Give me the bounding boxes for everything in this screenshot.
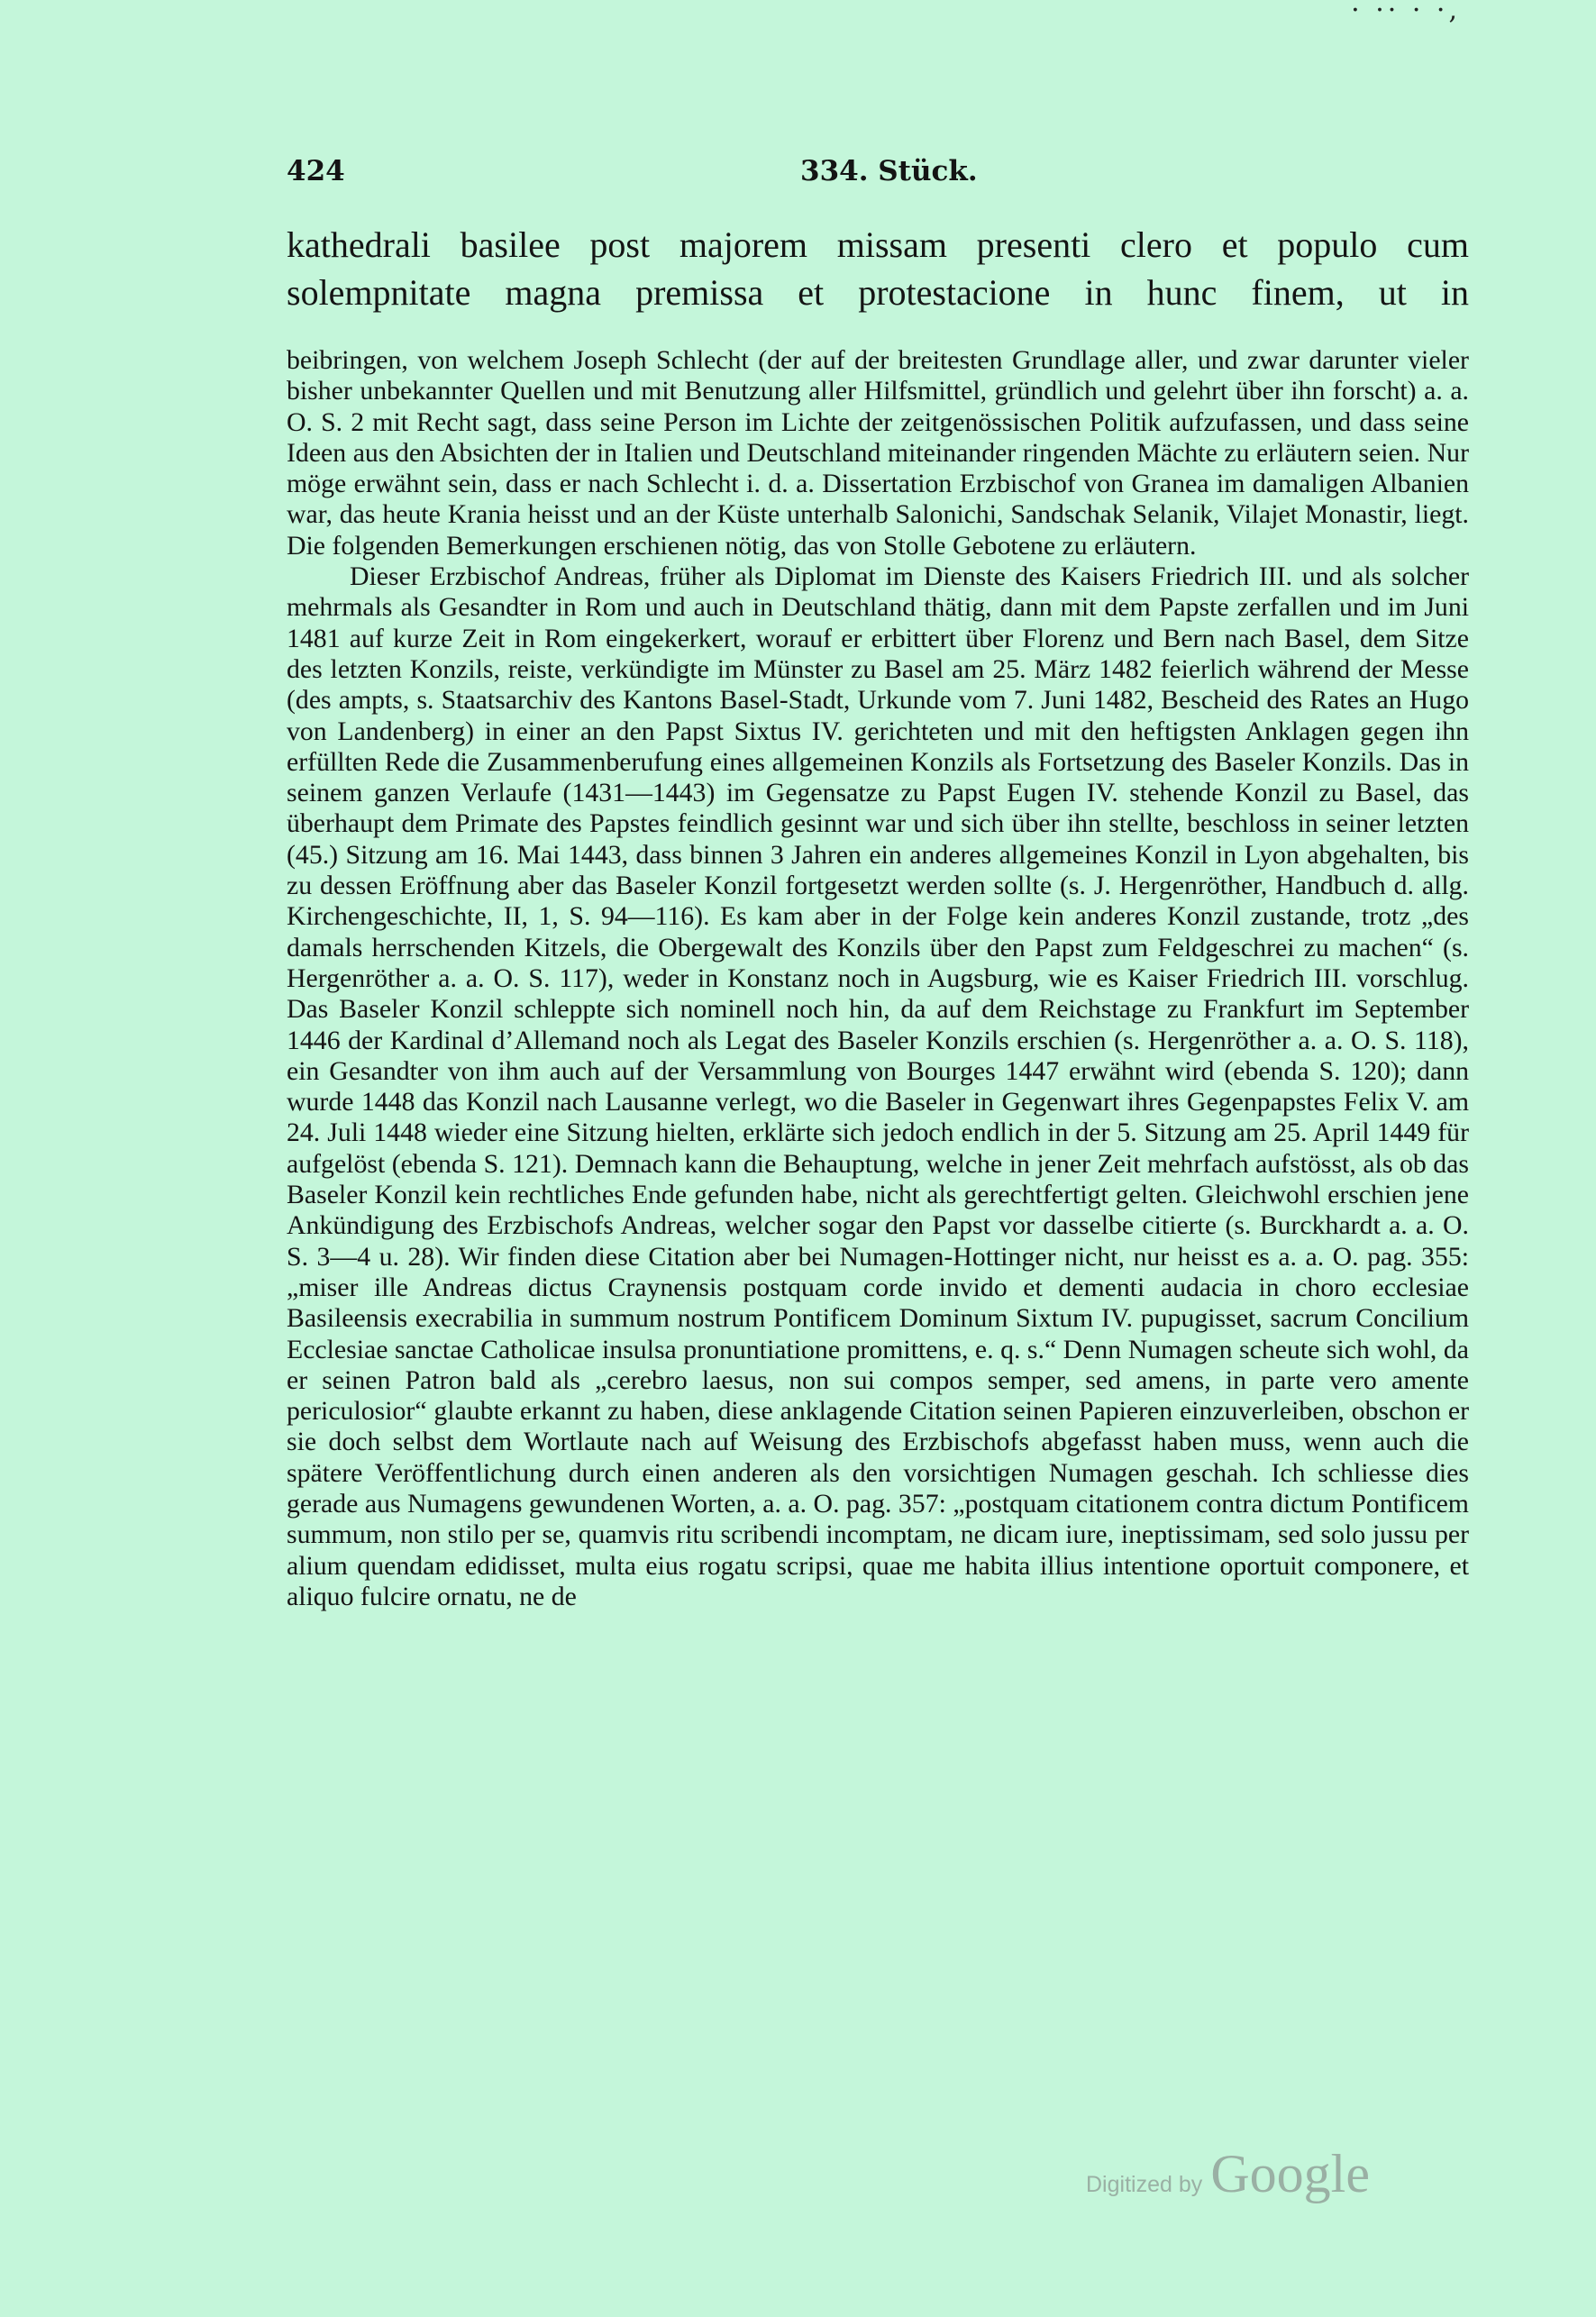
- main-text-line: kathedrali basilee post majorem missam presenti clero et populo cum: [287, 224, 1469, 265]
- google-logo: Google: [1210, 2144, 1370, 2203]
- footnote-paragraph: beibringen, von welchem Joseph Schlecht (der auf der breitesten Grundlage aller, und zwar darunter vieler bisher unbekannter Quellen und mit Benutzung aller Hilfsmittel, gründlich und gelehrt über ihn forscht) a. a. O. S. 2 mit Recht sagt, dass seine Person im Lichte der zeitgenössischen Politik aufzufassen, und dass seine Ideen aus den Absichten der in Italien und Deutschland miteinander ringenden Mächte zu erläutern seien. Nur möge erwähnt sein, dass er nach Schlecht i. d. a. Dissertation Erzbischof von Granea im damaligen Albanien war, das heute Krania heisst und an der Küste unterhalb Salonichi, Sandschak Selanik, Vilajet Monastir, liegt. Die folgenden Bemerkungen erschienen nötig, das von Stolle Gebotene zu erläutern.: [287, 345, 1469, 561]
- corner-marks: · ·· · ·,: [1351, 0, 1461, 26]
- main-text-line: solempnitate magna premissa et protestacione in hunc finem, ut in: [287, 272, 1469, 313]
- running-head: [287, 155, 1469, 200]
- footnote-block: [287, 345, 1469, 1612]
- page-number: 424: [287, 155, 345, 187]
- section-title: 334. Stück.: [800, 155, 978, 187]
- digitized-watermark: [1086, 2143, 1370, 2206]
- digitized-by-label: Digitized by: [1086, 2172, 1203, 2197]
- footnote-paragraph: Dieser Erzbischof Andreas, früher als Diplomat im Dienste des Kaisers Friedrich III. und als solcher mehrmals als Gesandter in Rom und auch in Deutschland thätig, dann mit dem Papste zerfallen und im Juni 1481 auf kurze Zeit in Rom eingekerkert, worauf er erbittert über Florenz und Bern nach Basel, dem Sitze des letzten Konzils, reiste, verkündigte im Münster zu Basel am 25. März 1482 feierlich während der Messe (des ampts, s. Staatsarchiv des Kantons Basel-Stadt, Urkunde vom 7. Juni 1482, Bescheid des Rates an Hugo von Landenberg) in einer an den Papst Sixtus IV. gerichteten und mit den heftigsten Anklagen gegen ihn erfüllten Rede die Zusammenberufung eines allgemeinen Konzils als Fortsetzung des Baseler Konzils. Das in seinem ganzen Verlaufe (1431—1443) im Gegensatze zu Papst Eugen IV. stehende Konzil zu Basel, das überhaupt dem Primate des Papstes feindlich gesinnt war und sich über ihn stellte, beschloss in seiner letzten (45.) Sitzung am 16. Mai 1443, dass binnen 3 Jahren ein anderes allgemeines Konzil in Lyon abgehalten, bis zu dessen Eröffnung aber das Baseler Konzil fortgesetzt werden sollte (s. J. Hergenröther, Handbuch d. allg. Kirchengeschichte, II, 1, S. 94—116). Es kam aber in der Folge kein anderes Konzil zustande, trotz „des damals herrschenden Kitzels, die Obergewalt des Konzils über den Papst zum Feldgeschrei zu machen“ (s. Hergenröther a. a. O. S. 117), weder in Konstanz noch in Augsburg, wie es Kaiser Friedrich III. vorschlug. Das Baseler Konzil schleppte sich nominell noch hin, da auf dem Reichstage zu Frankfurt im September 1446 der Kardinal d’Allemand noch als Legat des Baseler Konzils erschien (s. Hergenröther a. a. O. S. 118), ein Gesandter von ihm auch auf der Versammlung von Bourges 1447 erwähnt wird (ebenda S. 120); dann wurde 1448 das Konzil nach Lausanne verlegt, wo die Baseler in Gegenwart ihres Gegenpapstes Felix V. am 24. Juli 1448 wieder eine Sitzung hielten, erklärte sich jedoch endlich in der 5. Sitzung am 25. April 1449 für aufgelöst (ebenda S. 121). Demnach kann die Behauptung, welche in jener Zeit mehrfach aufstösst, als ob das Baseler Konzil kein rechtliches Ende gefunden habe, nicht als gerechtfertigt gelten. Gleichwohl erschien jene Ankündigung des Erzbischofs Andreas, welcher sogar den Papst vor dasselbe citierte (s. Burckhardt a. a. O. S. 3—4 u. 28). Wir finden diese Citation aber bei Numagen-Hottinger nicht, nur heisst es a. a. O. pag. 355: „miser ille Andreas dictus Craynensis postquam corde invido et dementi audacia in choro ecclesiae Basileensis execrabilia in summum nostrum Pontificem Dominum Sixtum IV. pupugisset, sacrum Concilium Ecclesiae sanctae Catholicae insulsa pronuntiatione promittens, e. q. s.“ Denn Numagen scheute sich wohl, da er seinen Patron bald als „cerebro laesus, non sui compos semper, sed amens, in parte vero amente periculosior“ glaubte erkannt zu haben, diese anklagende Citation seinen Papieren einzuverleiben, obschon er sie doch selbst dem Wortlaute nach auf Weisung des Erzbischofs abgefasst haben muss, wenn auch die spätere Veröffentlichung durch einen anderen als den vorsichtigen Numagen geschah. Ich schliesse dies gerade aus Numagens gewundenen Worten, a. a. O. pag. 357: „postquam citationem contra dictum Pontificem summum, non stilo per se, quamvis ritu scribendi incomptam, ne dicam iure, ineptissimam, sed solo jussu per alium quendam edidisset, multa eius rogatu scripsi, quae me habita illius intentione oportuit componere, et aliquo fulcire ornatu, ne de: [287, 561, 1469, 1611]
- main-text: [287, 221, 1469, 316]
